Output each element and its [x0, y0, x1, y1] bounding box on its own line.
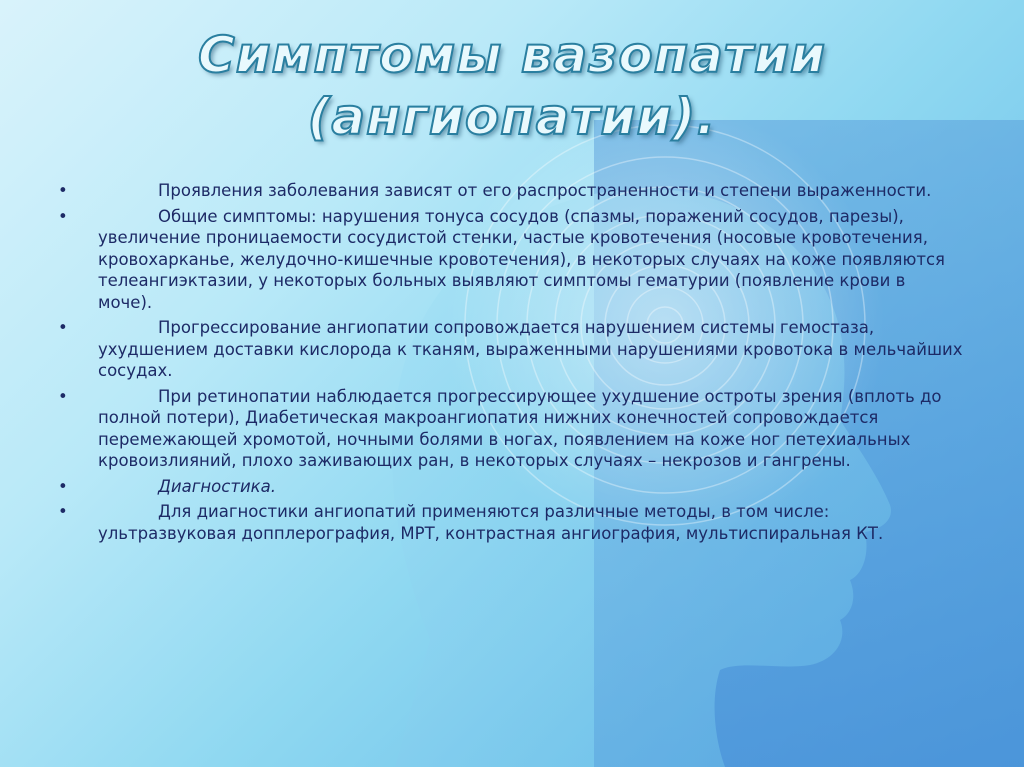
bullet-marker: • — [58, 206, 68, 226]
bullet-marker: • — [58, 318, 68, 337]
bullet-text: Общие симптомы: нарушения тонуса сосудов (спазмы, поражений сосудов, парезы), увеличение проницаемости сосудистой стенки, частые кровотечения (носовые кровотечения, кровохарканье, желудочно-кишечные кровотечения), в некоторых случаях на коже появляются телеангиэктазии, у некоторых больных выявляют симптомы гематурии (появление крови в моче). — [98, 206, 945, 312]
bullet-marker: • — [58, 476, 68, 496]
bullet-item-2 — [58, 206, 963, 314]
bullet-marker: • — [58, 181, 68, 200]
bullet-item-5 — [58, 476, 963, 498]
bullet-item-4 — [58, 386, 963, 472]
bullet-text: Диагностика. — [158, 476, 277, 496]
bullet-marker: • — [58, 502, 68, 521]
slide-title-line-1: Симптомы вазопатии — [197, 26, 827, 84]
bullet-text: Для диагностики ангиопатий применяются различные методы, в том числе: ультразвуковая допплерография, МРТ, контрастная ангиография, мультиспиральная КТ. — [98, 502, 884, 543]
bullet-marker: • — [58, 386, 68, 406]
bullet-text: Проявления заболевания зависят от его распространенности и степени выраженности. — [158, 181, 932, 200]
slide-title — [0, 24, 1024, 148]
bullet-item-3 — [58, 317, 963, 382]
slide-title-line-2: (ангиопатии). — [307, 88, 717, 146]
bullet-list — [58, 180, 963, 548]
bullet-text: При ретинопатии наблюдается прогрессирующее ухудшение остроты зрения (вплоть до полной потери), Диабетическая макроангиопатия нижних конечностей сопровождается перемежающей хромотой, ночными болями в ногах, появлением на коже ног петехиальных кровоизлияний, плохо заживающих ран, в некоторых случаях – некрозов и гангрены. — [98, 386, 942, 470]
bullet-item-6 — [58, 501, 963, 544]
bullet-item-1 — [58, 180, 963, 202]
bullet-text: Прогрессирование ангиопатии сопровождается нарушением системы гемостаза, ухудшением доставки кислорода к тканям, выраженными нарушениями кровотока в мельчайших сосудах. — [98, 318, 963, 380]
